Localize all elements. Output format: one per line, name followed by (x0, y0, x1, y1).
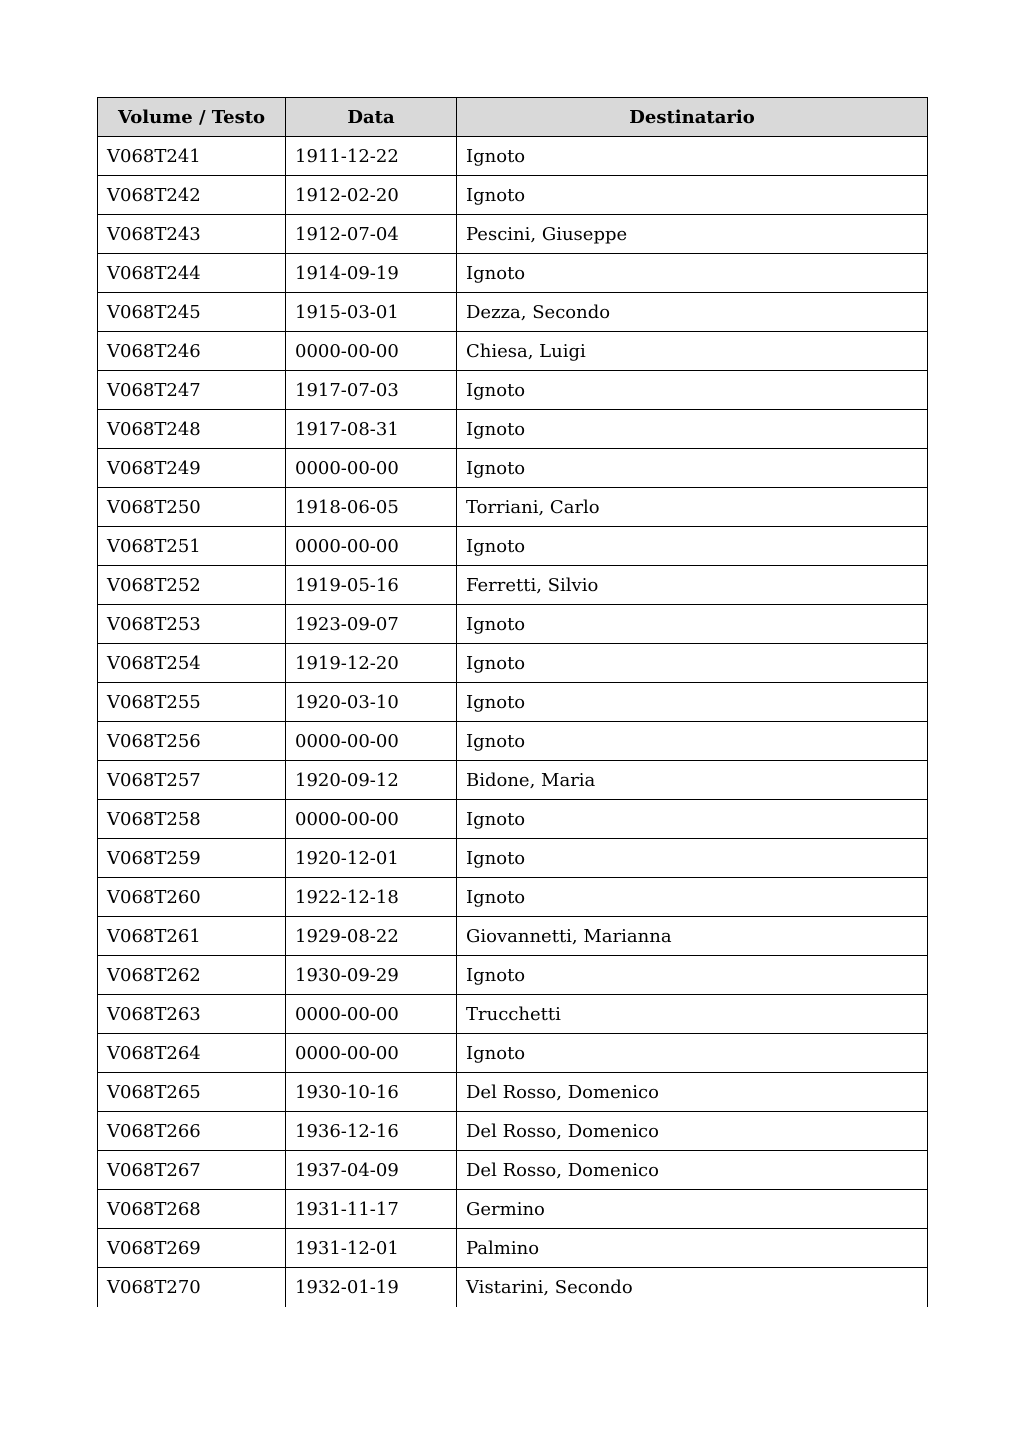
table-body (98, 137, 928, 1307)
header-data: Data (286, 98, 457, 137)
cell-data: 1929-08-22 (286, 917, 457, 956)
table-row (98, 839, 928, 878)
table-row (98, 956, 928, 995)
table-row (98, 644, 928, 683)
header-volume-testo: Volume / Testo (98, 98, 286, 137)
cell-volume-testo: V068T254 (98, 644, 286, 683)
cell-destinatario: Ferretti, Silvio (457, 566, 928, 605)
cell-volume-testo: V068T262 (98, 956, 286, 995)
cell-volume-testo: V068T246 (98, 332, 286, 371)
cell-volume-testo: V068T270 (98, 1268, 286, 1307)
cell-volume-testo: V068T241 (98, 137, 286, 176)
cell-data: 1917-08-31 (286, 410, 457, 449)
table-row (98, 1229, 928, 1268)
table-row (98, 1112, 928, 1151)
table-row (98, 1034, 928, 1073)
cell-destinatario: Ignoto (457, 410, 928, 449)
cell-destinatario: Chiesa, Luigi (457, 332, 928, 371)
cell-destinatario: Ignoto (457, 722, 928, 761)
cell-destinatario: Ignoto (457, 800, 928, 839)
table-row (98, 293, 928, 332)
cell-destinatario: Ignoto (457, 254, 928, 293)
cell-data: 1931-12-01 (286, 1229, 457, 1268)
cell-destinatario: Ignoto (457, 371, 928, 410)
cell-destinatario: Palmino (457, 1229, 928, 1268)
cell-destinatario: Bidone, Maria (457, 761, 928, 800)
cell-volume-testo: V068T245 (98, 293, 286, 332)
table-row (98, 605, 928, 644)
cell-volume-testo: V068T255 (98, 683, 286, 722)
table-row (98, 137, 928, 176)
cell-data: 1911-12-22 (286, 137, 457, 176)
cell-data: 1923-09-07 (286, 605, 457, 644)
cell-data: 1912-07-04 (286, 215, 457, 254)
table-row (98, 488, 928, 527)
cell-destinatario: Ignoto (457, 956, 928, 995)
cell-destinatario: Del Rosso, Domenico (457, 1151, 928, 1190)
table-row (98, 917, 928, 956)
cell-data: 1919-05-16 (286, 566, 457, 605)
table-row (98, 527, 928, 566)
cell-data: 0000-00-00 (286, 527, 457, 566)
cell-data: 1915-03-01 (286, 293, 457, 332)
cell-data: 0000-00-00 (286, 995, 457, 1034)
cell-data: 0000-00-00 (286, 1034, 457, 1073)
cell-destinatario: Ignoto (457, 1034, 928, 1073)
table-row (98, 1268, 928, 1307)
cell-data: 1931-11-17 (286, 1190, 457, 1229)
cell-destinatario: Ignoto (457, 176, 928, 215)
cell-volume-testo: V068T269 (98, 1229, 286, 1268)
table-row (98, 176, 928, 215)
cell-destinatario: Torriani, Carlo (457, 488, 928, 527)
table-row (98, 878, 928, 917)
cell-volume-testo: V068T260 (98, 878, 286, 917)
table-row (98, 215, 928, 254)
cell-data: 1932-01-19 (286, 1268, 457, 1307)
table-row (98, 800, 928, 839)
cell-volume-testo: V068T266 (98, 1112, 286, 1151)
header-destinatario: Destinatario (457, 98, 928, 137)
cell-volume-testo: V068T261 (98, 917, 286, 956)
cell-data: 1920-12-01 (286, 839, 457, 878)
cell-destinatario: Ignoto (457, 878, 928, 917)
cell-data: 0000-00-00 (286, 722, 457, 761)
table-row (98, 1151, 928, 1190)
table-row (98, 722, 928, 761)
cell-destinatario: Dezza, Secondo (457, 293, 928, 332)
document-page (97, 97, 927, 1307)
cell-destinatario: Giovannetti, Marianna (457, 917, 928, 956)
cell-volume-testo: V068T251 (98, 527, 286, 566)
cell-volume-testo: V068T267 (98, 1151, 286, 1190)
cell-volume-testo: V068T253 (98, 605, 286, 644)
cell-volume-testo: V068T265 (98, 1073, 286, 1112)
cell-volume-testo: V068T250 (98, 488, 286, 527)
table-row (98, 1073, 928, 1112)
cell-volume-testo: V068T252 (98, 566, 286, 605)
cell-data: 1937-04-09 (286, 1151, 457, 1190)
table-row (98, 254, 928, 293)
cell-destinatario: Germino (457, 1190, 928, 1229)
cell-data: 1917-07-03 (286, 371, 457, 410)
cell-volume-testo: V068T247 (98, 371, 286, 410)
table-row (98, 683, 928, 722)
cell-volume-testo: V068T244 (98, 254, 286, 293)
cell-volume-testo: V068T263 (98, 995, 286, 1034)
cell-destinatario: Ignoto (457, 839, 928, 878)
table-row (98, 449, 928, 488)
table-row (98, 761, 928, 800)
cell-volume-testo: V068T242 (98, 176, 286, 215)
table-row (98, 410, 928, 449)
table-row (98, 371, 928, 410)
cell-volume-testo: V068T256 (98, 722, 286, 761)
cell-destinatario: Del Rosso, Domenico (457, 1112, 928, 1151)
cell-data: 1920-03-10 (286, 683, 457, 722)
table-row (98, 1190, 928, 1229)
letters-table (97, 97, 928, 1307)
cell-data: 1918-06-05 (286, 488, 457, 527)
cell-destinatario: Ignoto (457, 449, 928, 488)
cell-volume-testo: V068T268 (98, 1190, 286, 1229)
cell-volume-testo: V068T249 (98, 449, 286, 488)
cell-data: 1936-12-16 (286, 1112, 457, 1151)
cell-volume-testo: V068T257 (98, 761, 286, 800)
cell-volume-testo: V068T258 (98, 800, 286, 839)
cell-data: 1912-02-20 (286, 176, 457, 215)
table-row (98, 332, 928, 371)
cell-data: 1930-10-16 (286, 1073, 457, 1112)
cell-destinatario: Ignoto (457, 644, 928, 683)
cell-data: 1919-12-20 (286, 644, 457, 683)
cell-data: 0000-00-00 (286, 449, 457, 488)
cell-destinatario: Pescini, Giuseppe (457, 215, 928, 254)
cell-volume-testo: V068T264 (98, 1034, 286, 1073)
cell-data: 1920-09-12 (286, 761, 457, 800)
cell-data: 1922-12-18 (286, 878, 457, 917)
table-header-row (98, 98, 928, 137)
cell-volume-testo: V068T248 (98, 410, 286, 449)
cell-destinatario: Ignoto (457, 605, 928, 644)
cell-data: 0000-00-00 (286, 800, 457, 839)
cell-destinatario: Vistarini, Secondo (457, 1268, 928, 1307)
cell-data: 1930-09-29 (286, 956, 457, 995)
cell-destinatario: Ignoto (457, 683, 928, 722)
cell-data: 0000-00-00 (286, 332, 457, 371)
table-row (98, 566, 928, 605)
cell-volume-testo: V068T259 (98, 839, 286, 878)
cell-data: 1914-09-19 (286, 254, 457, 293)
cell-destinatario: Del Rosso, Domenico (457, 1073, 928, 1112)
cell-destinatario: Ignoto (457, 527, 928, 566)
cell-destinatario: Trucchetti (457, 995, 928, 1034)
cell-volume-testo: V068T243 (98, 215, 286, 254)
cell-destinatario: Ignoto (457, 137, 928, 176)
table-row (98, 995, 928, 1034)
